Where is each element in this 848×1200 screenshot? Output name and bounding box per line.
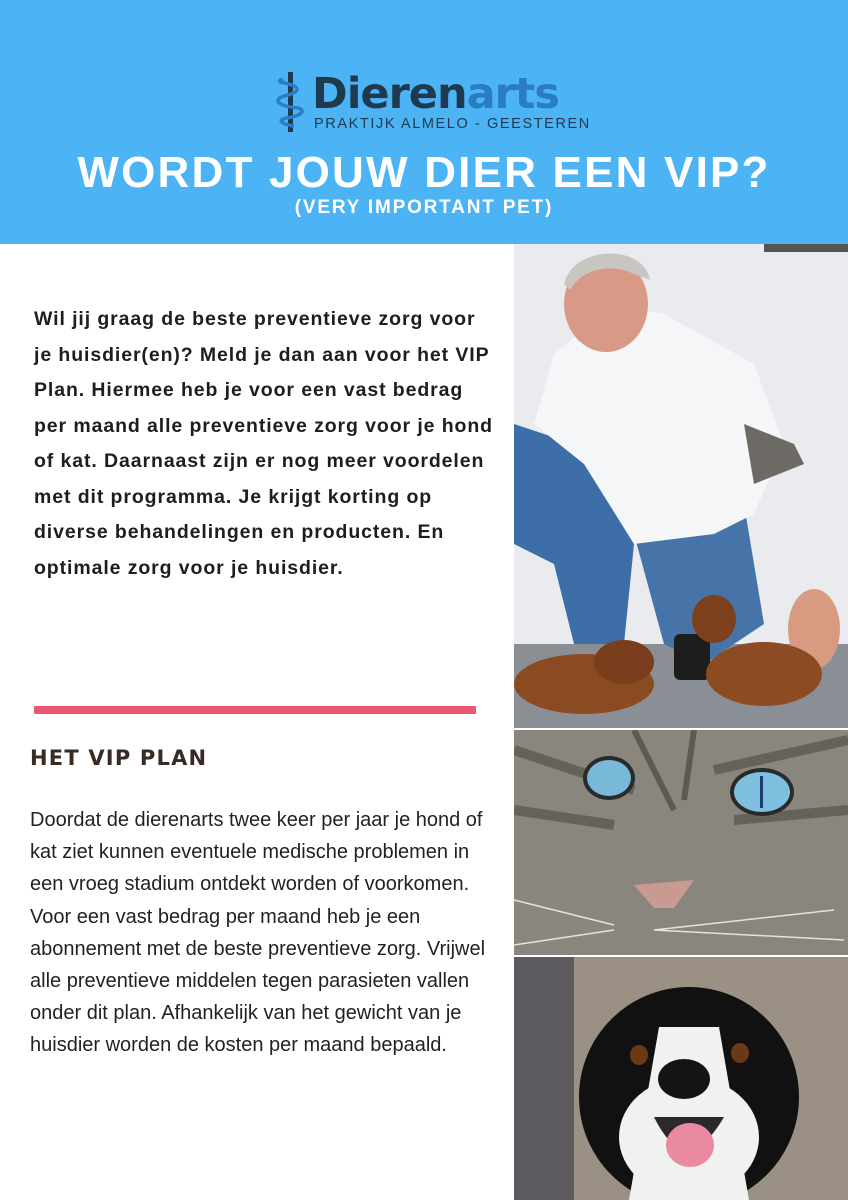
headline: WORDT JOUW DIER EEN VIP? <box>77 148 771 197</box>
header-banner <box>0 0 848 244</box>
photo-vet-with-puppies <box>514 244 848 728</box>
photo-dog-closeup <box>514 957 848 1200</box>
section-title: HET VIP PLAN <box>30 746 208 770</box>
logo-wordmark-part1: Dieren <box>312 69 467 119</box>
intro-paragraph: Wil jij graag de beste preventieve zorg voor je huisdier(en)? Meld je dan aan voor het VIP Plan. Hiermee heb je voor een vast bedrag per maand alle preventieve zorg voor je hond of kat. Daarnaast zijn er nog meer voordelen met dit programma. Je krijgt korting op diverse behandelingen en producten. En optimale zorg voor je huisdier. <box>34 308 493 579</box>
logo-wordmark-part2: arts <box>466 69 559 119</box>
photo-cat-closeup <box>514 730 848 955</box>
logo-tagline: PRAKTIJK ALMELO - GEESTEREN <box>314 116 591 132</box>
logo-wordmark <box>312 68 559 120</box>
section-divider <box>34 706 476 714</box>
caduceus-icon <box>274 70 308 136</box>
logo <box>274 69 591 136</box>
section-body: Doordat de dierenarts twee keer per jaar je hond of kat ziet kunnen eventuele medische problemen in een vroeg stadium ontdekt worden of voorkomen. Voor een vast bedrag per maand heb je een abonnement met de beste preventieve zorg. Vrijwel alle preventieve middelen tegen parasieten vallen onder dit plan. Afhankelijk van het gewicht van je huisdier worden de kosten per maand bepaald. <box>30 809 486 1057</box>
subheadline: (VERY IMPORTANT PET) <box>294 197 554 218</box>
